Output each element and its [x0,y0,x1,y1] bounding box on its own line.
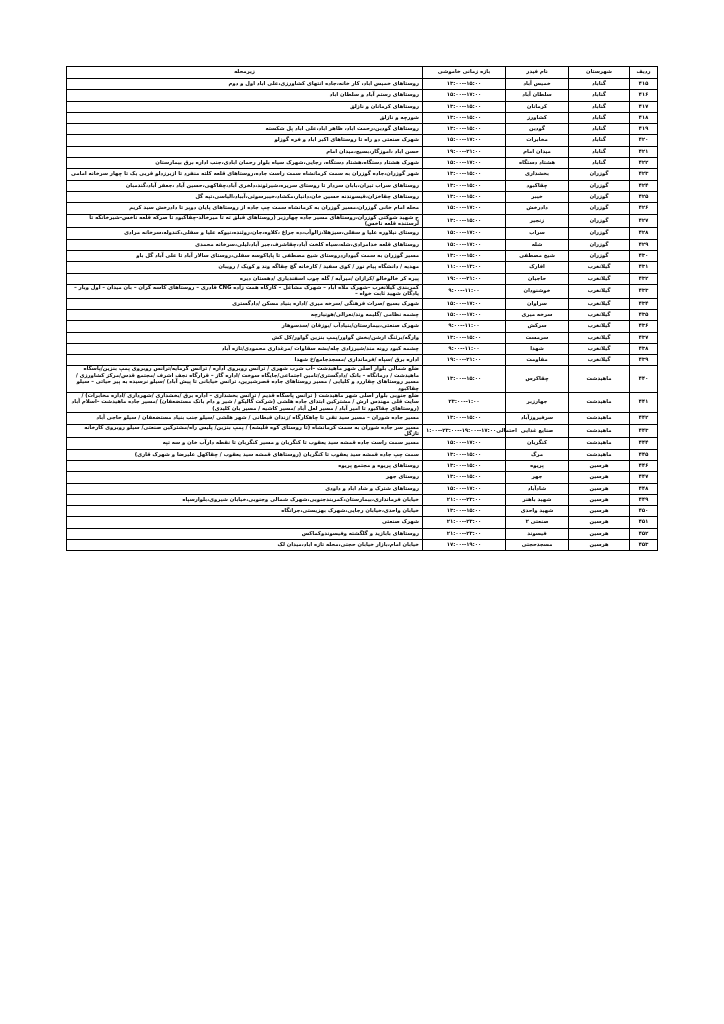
table-row [67,298,658,309]
area-cell: روستاهای پریوه و مجتمع پریوه [67,461,423,472]
feeder-name-cell: گودین [506,124,569,135]
row-number: ۴۴۶ [630,461,658,472]
time-window-cell: ۱۵:۰۰--۱۷:۰۰ [423,158,506,169]
area-cell: ج شهید شوکتی گوزران،روستاهای مسیر جاده چهارزبر (روستاهای قبلق ته تا میرخالد-چقاکبود تا صرکه قلعه ناخس-شیرخانگه تا لرستنده قلعه ناخس) [67,214,423,228]
feeder-name-cell: کرمانان [506,101,569,112]
area-cell: کمربندی گیلانغرب –شهرک ملاه آباد – شهرک مشاغل – کارگاه همت زاده CNG قادری – روستاهای کاسه گران – بان میدان – اول وبار – یادگان شهید ثابت خواه – [67,284,423,298]
row-number: ۴۱۹ [630,124,658,135]
table-row [67,169,658,180]
row-number: ۴۳۱ [630,262,658,273]
city-cell: ماهیدشت [569,424,630,438]
feeder-name-cell: زنجیر [506,214,569,228]
time-window-cell: ۱۳:۰۰--۱۵:۰۰ [423,506,506,517]
row-number: ۴۱۶ [630,90,658,101]
table-row [67,203,658,214]
area-cell: مسیر جاده شوران – مسیر سید نقی تا چاهکارگاه /زندان قبطانی / شهر هلشی /سیلو جنب بنیاد مستضعفان / سیلو حاجی آباد [67,413,423,424]
table-row [67,393,658,413]
table-row [67,517,658,528]
area-cell: روستاهای بابازید و گلگشته وفیسوندوکماکس [67,528,423,539]
city-cell: گیلانغرب [569,262,630,273]
time-window-cell: ۱۳:۰۰--۱۵:۰۰ [423,214,506,228]
time-window-cell: ۲۳:۰۰--۱:۰۰ [423,393,506,413]
city-cell: گوزران [569,250,630,261]
row-number: ۴۴۸ [630,483,658,494]
feeder-name-cell: شهدا [506,343,569,354]
header-num: ردیف [630,67,658,79]
area-cell: مسیر سمت راست جاده قمشه سید یعقوب تا کنگربان و مسیر کنگربان تا نقطه دارآب خان و سه تپه [67,438,423,449]
area-cell: خیابان فرمانداری،بیمارستان،کمربندجنوبی،شهرک شمالی وجنوبی،خیابان شیروی،بلوارسپاه [67,494,423,505]
feeder-name-cell: سرفیروزآباد [506,413,569,424]
city-cell: گیلانغرب [569,309,630,320]
time-window-cell: ۱۵:۰۰--۱۷:۰۰ [423,228,506,239]
time-window-cell: ۱۳:۰۰--۱۵:۰۰ [423,180,506,191]
area-cell: مهدیه / دانشگاه پیام نور / کوی سفید / کارخانه گچ چقاگه وند و کویک / رویبان [67,262,423,273]
feeder-name-cell: شهید واحدی [506,506,569,517]
header-time-window: بازه زمانی خاموشی [423,67,506,79]
row-number: ۴۵۲ [630,528,658,539]
row-number: ۴۲۱ [630,146,658,157]
area-cell: خیابان واحدی،خیابان رجایی،شهرک بهزیستی،جرانگاه [67,506,423,517]
feeder-name-cell: مقاومت [506,355,569,366]
area-cell: شهرک بسیج /صرات فرهنگی /سرخه میری /اداره بنیاد مسکن /دادگستری [67,298,423,309]
time-window-cell: ۱۳:۰۰--۱۵:۰۰ [423,461,506,472]
time-window-cell: ۱۷:۰۰--۱۹:۰۰ [423,540,506,551]
time-window-cell: ۹:۰۰--۱۱:۰۰ [423,343,506,354]
row-number: ۴۴۰ [630,366,658,393]
feeder-name-cell: شهید باهنر [506,494,569,505]
table-row [67,309,658,320]
feeder-name-cell: چقاکرس [506,366,569,393]
table-row [67,413,658,424]
feeder-name-cell: افارک [506,262,569,273]
header-city: شهرستان [569,67,630,79]
table-row [67,191,658,202]
feeder-name-cell: حاجیان [506,273,569,284]
city-cell: گناباد [569,112,630,123]
table-row [67,343,658,354]
feeder-name-cell: خمیس آباد [506,79,569,90]
table-row [67,273,658,284]
table-row [67,424,658,438]
area-cell: شهرک صنعتی،بیمارستان/بنیادآب /بوزقان /سدسوهار [67,321,423,332]
feeder-name-cell: سراوان [506,298,569,309]
table-row [67,284,658,298]
row-number: ۴۲۷ [630,214,658,228]
time-window-cell: ۲۱:۰۰--۲۳:۰۰ [423,517,506,528]
time-window-cell: ۱۵:۰۰--۱۷:۰۰ [423,203,506,214]
area-cell: مسیر گوزران به سمت گیوداردروستای شیخ مصطفی تا پایاکوسه سفلی،روستای سالار آباد تا علی آباد گل باو [67,250,423,261]
row-number: ۴۳۳ [630,284,658,298]
feeder-name-cell: بخشداری [506,169,569,180]
feeder-name-cell: پریوه [506,461,569,472]
time-window-cell: ۱۹:۰۰--۲۱:۰۰ [423,146,506,157]
table-row [67,528,658,539]
city-cell: گوزران [569,228,630,239]
table-row [67,124,658,135]
time-window-cell: ۱۳:۰۰--۱۵:۰۰ [423,332,506,343]
time-window-cell: ۱۳:۰۰--۱۵:۰۰ [423,366,506,393]
outage-table [66,66,658,551]
feeder-name-cell: دادرخش [506,203,569,214]
time-window-cell: ۱۵:۰۰--۱۷:۰۰ [423,239,506,250]
table-row [67,101,658,112]
feeder-name-cell: هشتاد دستگاه [506,158,569,169]
city-cell: گناباد [569,101,630,112]
area-cell: شهرک صنعتی دو راه تا روستاهای اکبر اباد و فره گوزلو [67,135,423,146]
area-cell: روستای نیلاوره علیا و سفلی،سیزهلا،زالوآب،ده جراغ ،کلاوه،جان،روئنده،نیوکه علیا و سفلی،کندوله،سرخانه مرادی [67,228,423,239]
city-cell: گیلانغرب [569,284,630,298]
time-window-cell: ۲۱:۰۰--۲۳:۰۰ [423,494,506,505]
city-cell: ماهیدشت [569,413,630,424]
time-window-cell: ۱۵:۰۰--۱۷:۰۰ [423,483,506,494]
row-number: ۴۳۴ [630,298,658,309]
city-cell: هرسین [569,483,630,494]
time-window-cell: ۹:۰۰--۱۱:۰۰ [423,284,506,298]
table-row [67,483,658,494]
header-feeder-name: نام فیدر [506,67,569,79]
feeder-name-cell: سرخه میری [506,309,569,320]
time-window-cell: ۱۳:۰۰--۱۵:۰۰ [423,472,506,483]
city-cell: گناباد [569,124,630,135]
row-number: ۴۴۳ [630,424,658,438]
time-window-cell: ۱۵:۰۰--۱۷:۰۰ [423,298,506,309]
city-cell: هرسین [569,528,630,539]
feeder-name-cell: سراب [506,228,569,239]
table-row [67,366,658,393]
area-cell: محله امام خانی گوزران،مسیر گوزران به کرمانشاه سمت چپ جاده از روستاهای پایان دوپر تا دادرخش سید کریم [67,203,423,214]
table-row [67,472,658,483]
feeder-name-cell: جهارزبر [506,393,569,413]
area-cell: روستاهای خمیس اباد، کار خانه،جاده انتهای کشاورزی،علی اباد اول و دوم [67,79,423,90]
table-row [67,262,658,273]
city-cell: گیلانغرب [569,298,630,309]
area-cell: سمت چپ جاده قمشه سید یعقوب تا کنگربان (روستاهای قمشه سید یعقوب / چقاکهل علیرضا و شهرک قاری) [67,449,423,460]
city-cell: گیلانغرب [569,355,630,366]
city-cell: گوزران [569,203,630,214]
time-window-cell: ۱۵:۰۰--۱۷:۰۰ [423,309,506,320]
city-cell: ماهیدشت [569,366,630,393]
feeder-name-cell: صنعتی ۲ [506,517,569,528]
row-number: ۴۲۸ [630,228,658,239]
feeder-name-cell: فیسوند [506,528,569,539]
city-cell: هرسین [569,506,630,517]
feeder-name-cell: میدان امام [506,146,569,157]
table-row [67,321,658,332]
row-number: ۴۳۶ [630,321,658,332]
time-window-cell: ۱۳:۰۰--۱۵:۰۰ [423,191,506,202]
row-number: ۴۱۸ [630,112,658,123]
area-cell: روستاهای سراب تیران،بابان سردار تا روستای سریره،شیرئوند،دلخری آباد،چقاکهی،حسین آباد ،جعفر آباد،گندمبان [67,180,423,191]
table-row [67,158,658,169]
feeder-name-cell: مسجدحجتی [506,540,569,551]
table-header-row [67,67,658,79]
table-row [67,228,658,239]
feeder-name-cell: چقاکبود [506,180,569,191]
feeder-name-cell: سلطان آباد [506,90,569,101]
city-cell: گوزران [569,169,630,180]
feeder-name-cell: کشاورز [506,112,569,123]
city-cell: گناباد [569,158,630,169]
area-cell: ضلع شمالی بلوار اصلی شهر ماهیدشت –آب شرب شهری / ترانس روبروی اداره / ترانس گرمایه/ترانس روبروی پمپ بنزین/پاسگاه ماهیدشت / درمانگاه – بانک /دادگستری/تامین اجتماعی/جایگاه سوخت /اداره گاز – قرارگاه نجف اشرف /مجتمع قدس/مرکز کشاورزی / مسیر روستاهای چقاررد و کلیایی / مسیر روستاهای جاده قصرشیرین، ترانس خیابانی تا پیش آباد) /سیلو نرسیده به پیر حیاتی – سیلو چقاکبود [67,366,423,393]
row-number: ۴۵۱ [630,517,658,528]
table-row [67,332,658,343]
table-row [67,146,658,157]
table-row [67,540,658,551]
time-window-cell: ۱۱:۰۰--۱۳:۰۰ [423,262,506,273]
row-number: ۴۲۹ [630,239,658,250]
time-window-cell: ۲۱:۰۰--۲۳:۰۰ [423,528,506,539]
area-cell: روستای جهر [67,472,423,483]
time-window-cell: ۱۳:۰۰--۱۵:۰۰ [423,169,506,180]
table-body [67,79,658,551]
time-window-cell: ۱۹:۰۰--۲۱:۰۰ [423,355,506,366]
feeder-name-cell: صنایع غذایی [506,424,569,438]
row-number: ۴۴۵ [630,449,658,460]
table-row [67,135,658,146]
city-cell: گناباد [569,135,630,146]
area-cell: شهر گوزران،جاده گوزران به سمت کرمانشاه سمت راست جاده،روستاهای قلعه کلته منفرد تا ازبرزدلو قربی یک تا چهار سرخانه امامی [67,169,423,180]
city-cell: ماهیدشت [569,438,630,449]
area-cell: پیره کر خالوخالو /کرازان /میرآبه / گله چوب اسفندیاری /دهستان دیره [67,273,423,284]
feeder-name-cell: مرگ [506,449,569,460]
row-number: ۴۲۳ [630,169,658,180]
area-cell: روستاهای گودین،رحمت اباد، ظاهر اباد،علی اباد پل شکسته [67,124,423,135]
table-row [67,506,658,517]
city-cell: گناباد [569,146,630,157]
row-number: ۴۴۹ [630,494,658,505]
time-window-cell: ۱۳:۰۰--۱۵:۰۰ [423,449,506,460]
row-number: ۴۴۱ [630,393,658,413]
feeder-name-cell: جهر [506,472,569,483]
time-window-cell: ۱۳:۰۰--۱۵:۰۰ [423,101,506,112]
city-cell: گوزران [569,180,630,191]
time-window-cell: ۹:۰۰--۱۱:۰۰ [423,321,506,332]
city-cell: هرسین [569,494,630,505]
area-cell: چشمه نظامی /گلیمه وند/نعرالی/هونیارچه [67,309,423,320]
time-window-cell: ۱۳:۰۰--۱۵:۰۰ [423,79,506,90]
city-cell: هرسین [569,472,630,483]
table-row [67,112,658,123]
area-cell: اداره برق /سپاه /فرمانداری /مسجدجامع/خ شهدا [67,355,423,366]
city-cell: گوزران [569,214,630,228]
header-area: زیرمحله [67,67,423,79]
city-cell: گناباد [569,79,630,90]
city-cell: هرسین [569,517,630,528]
time-window-cell: ۱۵:۰۰--۱۷:۰۰ [423,135,506,146]
row-number: ۴۳۲ [630,273,658,284]
row-number: ۴۵۰ [630,506,658,517]
time-window-cell: ۱۳:۰۰--۱۵:۰۰ [423,413,506,424]
city-cell: هرسین [569,461,630,472]
row-number: ۴۳۵ [630,309,658,320]
feeder-name-cell: خیبر [506,191,569,202]
area-cell: مسیر سر جاده شوران به سمت کرمانشاه (تا روستای کوه قلیشه) / پمپ بنزین/ پلیس راه/مشترکین صنعتی/ سیلو روبروی کارخانه تازگل [67,424,423,438]
row-number: ۴۵۳ [630,540,658,551]
time-window-cell: احتمالی۱۷:۰۰--۱۹:۰۰--۲۳:۰۰--۱:۰۰ [423,424,506,438]
feeder-name-cell: مخابرات [506,135,569,146]
area-cell: روستاهای شترک و شاد اباد و داودی [67,483,423,494]
table-row [67,250,658,261]
area-cell: ضلع جنوبی بلوار اصلی شهر ماهیدشت ( ترانس پاسگاه قدیم / ترانس بخشداری – اداره برق /بخشداری /شهرداری /اداره مخابرات) /سایت قلی مهندس ارش / مشترکین ابتدای جاده هلشی (شرکت گالیکو / شیر و دام بانک مستضعفان) /مسیر جاده ماهیدشت –اسلام آباد (روستاهای چقاکبود تا امیر آباد / مسیر لعل آباد /مسیر کاشیه / مسیر بان کلیدی) [67,393,423,413]
time-window-cell: ۱۳:۰۰--۱۵:۰۰ [423,112,506,123]
row-number: ۴۲۶ [630,203,658,214]
feeder-name-cell: شادآباد [506,483,569,494]
table-row [67,214,658,228]
row-number: ۴۴۷ [630,472,658,483]
row-number: ۴۴۴ [630,438,658,449]
row-number: ۴۱۵ [630,79,658,90]
row-number: ۴۳۹ [630,355,658,366]
row-number: ۴۲۲ [630,158,658,169]
row-number: ۴۱۷ [630,101,658,112]
city-cell: گیلانغرب [569,343,630,354]
feeder-name-cell: سرکش [506,321,569,332]
time-window-cell: ۱۳:۰۰--۱۵:۰۰ [423,124,506,135]
feeder-name-cell: خوشنودان [506,284,569,298]
time-window-cell: ۱۵:۰۰--۱۷:۰۰ [423,438,506,449]
table-row [67,90,658,101]
feeder-name-cell: کنگربان [506,438,569,449]
area-cell: خیابان امام،بازار خیابان حجتی،محله تازه اباد،میدان لک [67,540,423,551]
city-cell: گیلانغرب [569,321,630,332]
time-window-cell: ۱۹:۰۰--۲۱:۰۰ [423,273,506,284]
table-row [67,461,658,472]
city-cell: گیلانغرب [569,332,630,343]
city-cell: ماهیدشت [569,393,630,413]
row-number: ۴۳۰ [630,250,658,261]
area-cell: روستاهای چقاخزان،قیسوندنه حسین خان،دانیار،مکشاد،خیبرسوئی،آبباد،الیاسی،تپه گل [67,191,423,202]
table-row [67,355,658,366]
row-number: ۴۲۴ [630,180,658,191]
feeder-name-cell: سرمست [506,332,569,343]
table-row [67,79,658,90]
table-row [67,180,658,191]
outage-schedule-sheet [66,66,657,551]
city-cell: گوزران [569,239,630,250]
row-number: ۴۴۲ [630,413,658,424]
row-number: ۴۳۸ [630,343,658,354]
table-row [67,438,658,449]
feeder-name-cell: شله [506,239,569,250]
area-cell: شهرک صنعتی [67,517,423,528]
city-cell: گوزران [569,191,630,202]
area-cell: وارگه/برئنگ ارشن/بخش گواور/پمپ بنزین گواور/کل کش [67,332,423,343]
table-row [67,494,658,505]
row-number: ۴۲۵ [630,191,658,202]
area-cell: روستاهای قلعه خدامرادی،شله،سیاه کلخت آباد،چقاشرف،جبر آباد،لیلی،سرخانه محمدی [67,239,423,250]
area-cell: حسن اباد ،اموزگار،بسیج،میدان امام [67,146,423,157]
table-row [67,449,658,460]
time-window-cell: ۱۵:۰۰--۱۷:۰۰ [423,90,506,101]
feeder-name-cell: شیخ مصطفی [506,250,569,261]
row-number: ۴۳۷ [630,332,658,343]
table-row [67,239,658,250]
area-cell: شورچه و نازلق [67,112,423,123]
row-number: ۴۲۰ [630,135,658,146]
time-window-cell: ۱۳:۰۰--۱۵:۰۰ [423,250,506,261]
area-cell: چشمه کبود رونه مند/شیرزادی چله/بشه سقاوات /مرغداری محمودی/تازه آباد [67,343,423,354]
area-cell: روستاهای رستم آباد و سلطان اباد [67,90,423,101]
city-cell: ماهیدشت [569,449,630,460]
area-cell: روستاهای کرمانان و نازلق [67,101,423,112]
city-cell: هرسین [569,540,630,551]
area-cell: شهرک هشتاد دستگاه،هشتاد دستگاه، رجایی،شهرک سیاه بلوار رحمان ابادی،جنب اداره برق بیمارستان [67,158,423,169]
city-cell: گناباد [569,90,630,101]
city-cell: گیلانغرب [569,273,630,284]
